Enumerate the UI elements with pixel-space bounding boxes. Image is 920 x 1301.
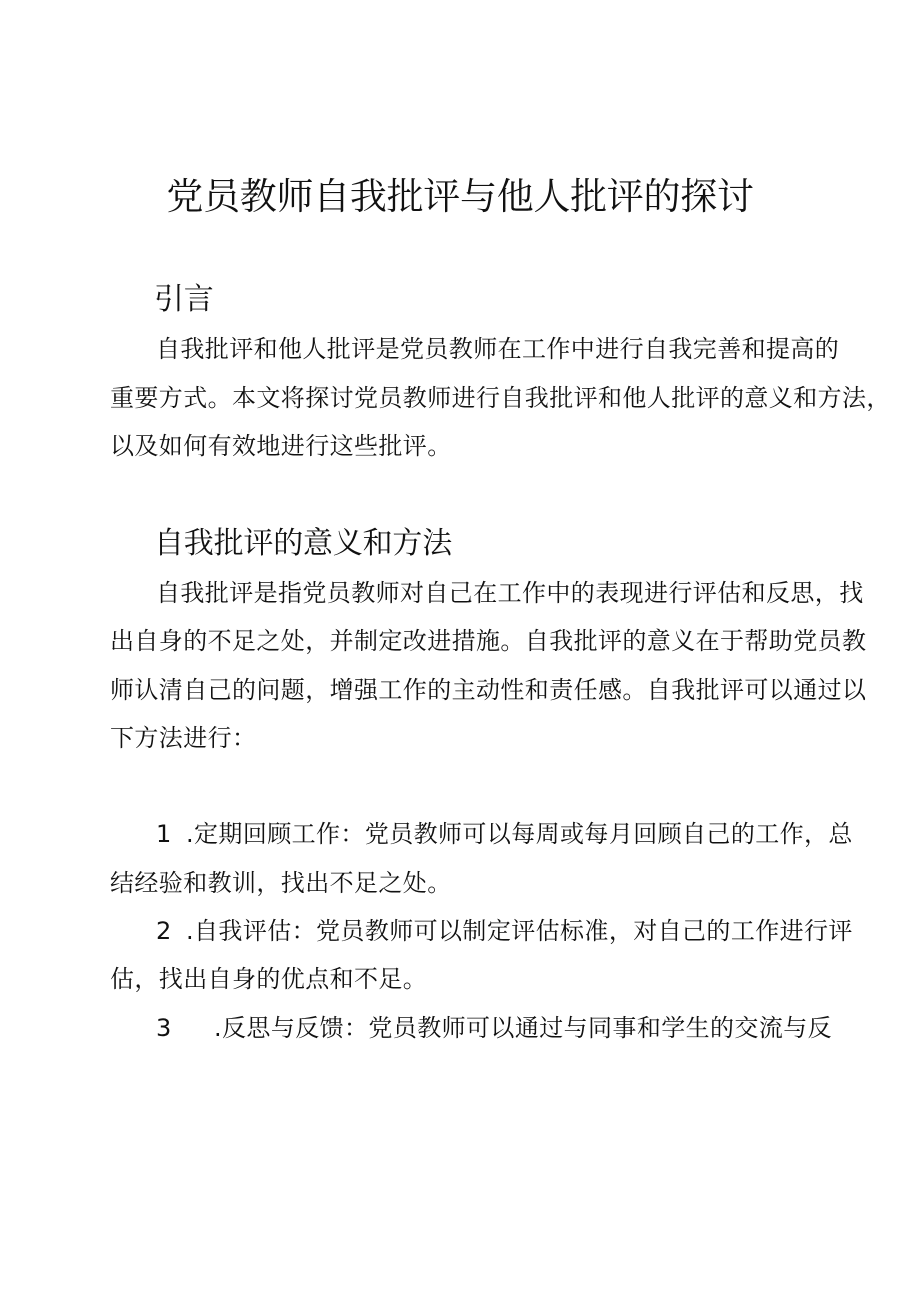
self-criticism-paragraph-line: 下方法进行： — [110, 724, 257, 752]
method-text: .定期回顾工作：党员教师可以每周或每月回顾自己的工作，总 — [186, 820, 853, 848]
intro-paragraph-line: 以及如何有效地进行这些批评。 — [110, 432, 452, 460]
method-item-2-continuation: 估，找出自身的优点和不足。 — [110, 965, 428, 993]
method-number: 3 — [156, 1014, 172, 1042]
self-criticism-paragraph-line: 自我批评是指党员教师对自己在工作中的表现进行评估和反思，找 — [156, 579, 864, 607]
section-heading-self-criticism: 自我批评的意义和方法 — [154, 526, 452, 561]
self-criticism-paragraph-line: 出自身的不足之处，并制定改进措施。自我批评的意义在于帮助党员教 — [110, 627, 867, 655]
method-text: .反思与反馈：党员教师可以通过与同事和学生的交流与反 — [214, 1014, 833, 1042]
method-item-1-continuation: 结经验和教训，找出不足之处。 — [110, 869, 452, 897]
method-item-2 — [156, 914, 853, 948]
section-heading-intro: 引言 — [154, 282, 214, 317]
method-item-1 — [156, 817, 853, 851]
intro-paragraph-line: 重要方式。本文将探讨党员教师进行自我批评和他人批评的意义和方法， — [110, 384, 891, 412]
method-number: 1 — [156, 820, 172, 848]
intro-paragraph-line: 自我批评和他人批评是党员教师在工作中进行自我完善和提高的 — [156, 335, 840, 363]
self-criticism-paragraph-line: 师认清自己的问题，增强工作的主动性和责任感。自我批评可以通过以 — [110, 676, 867, 704]
document-title: 党员教师自我批评与他人批评的探讨 — [166, 175, 754, 218]
method-number: 2 — [156, 917, 172, 945]
method-item-3 — [156, 1011, 833, 1045]
method-text: .自我评估：党员教师可以制定评估标准，对自己的工作进行评 — [186, 917, 853, 945]
